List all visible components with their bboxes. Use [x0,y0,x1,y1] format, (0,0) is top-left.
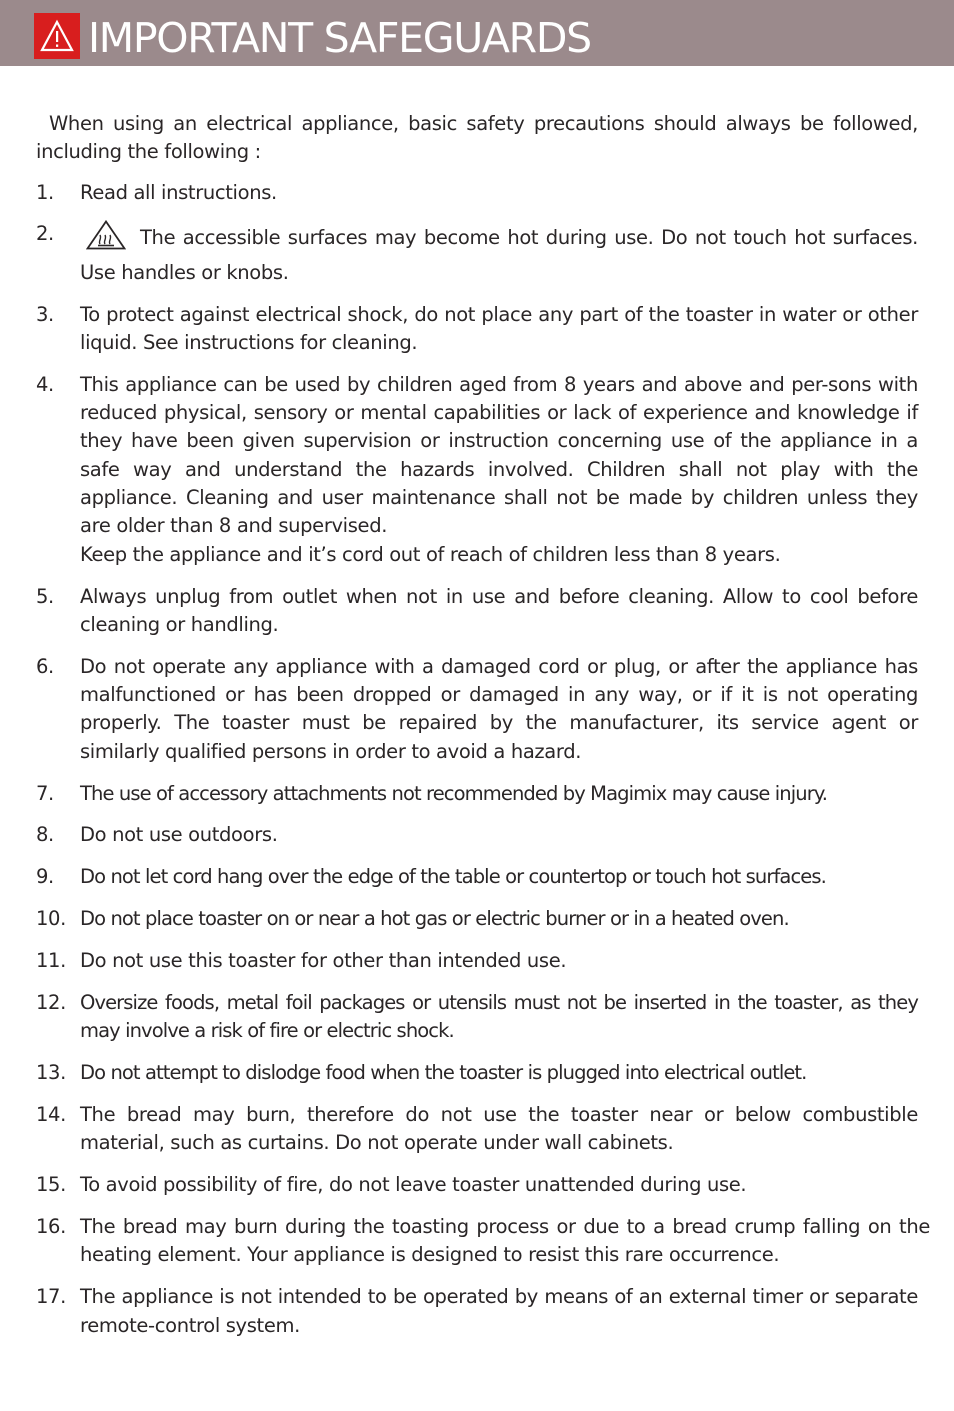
item-text-wrapper [80,220,918,287]
list-item [36,947,918,975]
list-item [36,583,918,640]
list-item [36,1059,918,1087]
list-item [36,1101,918,1158]
item-number: 3. [36,302,54,326]
item-text: To protect against electrical shock, do not place any part of the toaster in water or other liquid. See instructions for cleaning. [80,302,918,354]
list-item [36,1213,930,1270]
list-item [36,863,918,891]
item-text: Do not use outdoors. [80,823,278,847]
item-text: Do not let cord hang over the edge of the table or countertop or touch hot surfaces. [80,865,826,889]
item-number: 1. [36,180,54,204]
item-number: 4. [36,372,54,396]
item-text: Oversize foods, metal foil packages or utensils must not be inserted in the toaster, as they may involve a risk of fire or electric shock. [80,990,918,1043]
item-number: 16. [36,1215,66,1239]
list-item [36,220,918,287]
intro-paragraph: When using an electrical appliance, basic safety precautions should always be followed, including the following : [36,112,918,164]
item-number: 12. [36,990,66,1014]
safeguards-content [36,110,930,1353]
item-text: Do not attempt to dislodge food when the toaster is plugged into electrical outlet. [80,1061,807,1085]
item-text: Always unplug from outlet when not in use and before cleaning. Allow to cool before cleaning or handling. [80,584,918,636]
item-number: 10. [36,907,66,931]
item-number: 17. [36,1285,66,1309]
item-text: This appliance can be used by children aged from 8 years and above and per-sons with reduced physical, sensory or mental capabilities or lack of experience and knowledge if they have been given supervision or instruction concerning use of the appliance in a safe way and understand the hazards involved. Children shall not play with the appliance. Cleaning and user maintenance shall not be made by children unless they are older than 8 and supervised. [80,372,918,538]
item-text: Do not place toaster on or near a hot gas or electric burner or in a heated oven. [80,907,789,931]
header-bar [0,0,954,66]
list-item [36,821,918,849]
list-item [36,905,918,933]
list-item [36,989,918,1046]
item-text: The bread may burn during the toasting process or due to a bread crump falling on the heating element. Your appliance is designed to resist this rare occurrence. [80,1215,930,1267]
item-number: 15. [36,1173,66,1197]
item-number: 5. [36,584,54,608]
item-number: 14. [36,1103,66,1127]
item-number: 2. [36,222,54,246]
item-text: To avoid possibility of fire, do not leave toaster unattended during use. [80,1173,747,1197]
item-text: The appliance is not intended to be operated by means of an external timer or separate remote-control system. [80,1285,918,1337]
list-item [36,371,918,569]
item-text-wrapper [80,371,918,569]
item-text: The use of accessory attachments not recommended by Magimix may cause injury. [80,781,827,805]
item-number: 8. [36,823,54,847]
item-number: 6. [36,654,54,678]
item-text: Do not use this toaster for other than intended use. [80,949,567,973]
warning-triangle-icon [34,13,80,59]
item-number: 9. [36,865,54,889]
list-item [36,653,918,766]
page-title: IMPORTANT SAFEGUARDS [88,14,591,62]
list-item [36,1283,918,1340]
list-item [36,1171,918,1199]
item-text: Read all instructions. [80,180,277,204]
safeguards-list [36,179,930,1340]
item-text-secondary: Keep the appliance and it’s cord out of reach of children less than 8 years. [80,542,781,566]
list-item [36,179,918,207]
list-item [36,301,918,358]
item-number: 13. [36,1061,66,1085]
item-number: 11. [36,949,66,973]
item-number: 7. [36,781,54,805]
item-text: The bread may burn, therefore do not use the toaster near or below combustible material, such as curtains. Do not operate under wall cabinets. [80,1103,918,1155]
hot-surface-icon [86,220,126,258]
list-item [36,780,918,808]
item-text: Do not operate any appliance with a damaged cord or plug, or after the appliance has malfunctioned or has been dropped or damaged in any way, or if it is not operating properly. The toaster must be repaired by the manufacturer, its service agent or similarly qualified persons in order to avoid a hazard. [80,654,918,763]
item-text: The accessible surfaces may become hot during use. Do not touch hot surfaces. Use handles or knobs. [80,226,918,284]
